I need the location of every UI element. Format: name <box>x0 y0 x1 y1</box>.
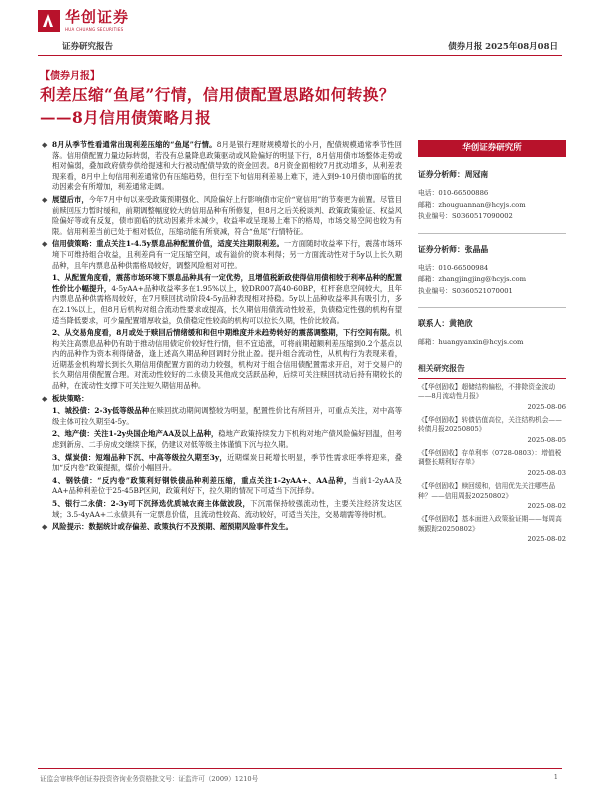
related-report-link[interactable]: 《【华创固收】超储结构偏松，不排除资金波动——8月流动性月报》 <box>418 382 556 401</box>
bullet-icon: ◆ <box>42 141 48 149</box>
sub-paragraph <box>40 499 402 520</box>
paragraph-text: 下沉需保持较强流动性，主要关注经济发达区域；3.5-4yAA+二永债具有一定票息价值，且流动性较高、流动较好，可适当关注，交易端需等待时机。 <box>52 499 403 519</box>
related-report-link[interactable]: 《【华创固收】转债估值高位，关注结构机会——转债月报20250805》 <box>418 415 562 434</box>
sidebar <box>418 140 566 548</box>
paragraph-lead: 5、银行二永债：2-3y可下沉择选优质城农商主体做波段， <box>52 499 251 508</box>
main-content <box>40 140 402 535</box>
sub-paragraph <box>40 453 402 474</box>
paragraph <box>40 239 402 271</box>
sub-paragraph <box>40 406 402 427</box>
paragraph-text: 一方面随时收益率下行，震荡市场环境下可维持组合收益，且利差尚有一定压缩空间，或有溢价的资本利得；另一方面流动性对于5y以上长久期品种，且年内票息品种供需格局较好，调整风险相对可控。 <box>52 239 402 270</box>
sub-paragraph <box>40 328 402 392</box>
related-report-link[interactable]: 《【华创固收】基本面进入政策验证期——每周高频跟踪20250802》 <box>418 515 562 533</box>
report-type: 证券研究报告 <box>62 42 114 52</box>
bullet-icon: ◆ <box>42 394 48 403</box>
analyst-title: 证券分析师：周冠南 <box>418 170 489 179</box>
analyst-title: 证券分析师：张晶晶 <box>418 244 489 254</box>
logo-cn: 华创证券 <box>65 8 130 26</box>
paragraph <box>40 140 402 193</box>
bullet-icon: ◆ <box>42 195 48 204</box>
paragraph-text: 数据统计或存偏差、政策执行不及预期、超预期风险事件发生。 <box>88 522 293 532</box>
paragraph-lead: 2、地产债：关注1-2y央国企地产AA及以上品种， <box>52 429 219 439</box>
contact-title: 联系人：黄艳欣 <box>418 319 473 328</box>
analyst-email: 邮箱：zhouguannan@hcyjs.com <box>418 200 526 209</box>
paragraph-lead: 展望后市， <box>52 194 89 204</box>
footer-text: 证监会审核华创证券投资咨询业务资格批文号：证监许可（2009）1210号 <box>40 775 259 783</box>
sub-paragraph <box>40 429 402 450</box>
paragraph-lead: 风险提示： <box>52 522 89 532</box>
paragraph <box>40 195 402 237</box>
sidebar-divider <box>418 307 566 308</box>
analyst-block <box>418 169 566 223</box>
paragraph-text: 8月是银行理财规模增长的小月，配债规模通常季节性回落。信用债配置力量边际转弱，若没有总量降息政策驱动或风险偏好的明显下行，8月信用债市场整体走势或相对偏弱，叠加政府债券供给提速和大行被动配债导致的资金回表。8月资金面相较7月扰动增多，从利差表现来看，8月中上旬信用利差通常仍有压缩趋势，但行至下旬信用利差易上难下，进入到9-10月债市面临的扰动因素会有所增加，利差通常走阔。 <box>52 140 402 192</box>
related-report-link[interactable]: 《【华创固收】赎回缓和，信用优先关注哪些品种？——信用周报20250802》 <box>418 482 556 500</box>
related-report-date: 2025-08-06 <box>527 402 566 411</box>
related-report-date: 2025-08-05 <box>527 435 566 444</box>
company-logo <box>38 7 129 35</box>
logo-mark-icon <box>38 10 60 32</box>
logo-en: HUA CHUANG SECURITIES <box>65 27 124 32</box>
page-number: 1 <box>553 773 558 781</box>
paragraph-lead: 板块策略： <box>52 393 89 403</box>
analyst-email: 邮箱：zhangjingjing@hcyjs.com <box>418 275 527 283</box>
related-reports-list <box>418 383 566 545</box>
analyst-cert: 执业编号：S0360521070001 <box>418 286 513 295</box>
page-title: 利差压缩“鱼尾”行情，信用债配置思路如何转换？——8月信用债策略月报 <box>40 85 395 127</box>
report-tag: 【债券月报】 <box>40 71 100 82</box>
paragraph-lead: 1、城投债：2-3y低等级品种 <box>52 406 150 416</box>
paragraph-text: 机构关注高票息品种仍有助于推动信用债定价较好性行情，但不宜追涨，可将前期超额利差压缩到0.2个基点以内的品种作为资本利得储备，逢上述高久期品种回调时分批止盈。提升组合流动性，从机构行为表现来看，近期基金机构增长到长久期信用债配置方面的动力较强，机构对于组合信用债配置需求开启，对于交易户的长久期信用债配置合理。对流动性较好的二永债及其他成交活跃品种，后续可关注赎回扰动后持有期较长的品种，在流动性支撑下可关注短久期信用品种。 <box>52 328 402 391</box>
paragraph <box>40 394 402 405</box>
paragraph-lead: 信用债策略：重点关注1-4.5y票息品种配置价值，适度关注期限利差。 <box>52 239 284 249</box>
related-reports-title: 相关研究报告 <box>418 363 566 379</box>
paragraph-text: 稳地产政策持续发力下机构对地产债风险偏好回温，但考虑到新房、二手房成交继续下探，仍建议对低等级主体谨慎下沉与拉久期。 <box>52 429 403 450</box>
paragraph-lead: 1、从配置角度看，震荡市场环境下票息品种具有一定优势，且增值税新政使得信用债相较于利率品种的配置性价比小幅提升， <box>52 273 402 293</box>
report-date: 债券月报 2025年08月08日 <box>448 42 558 52</box>
paragraph-lead: 8月从季节性看通常出现利差压缩的“鱼尾”行情。 <box>52 140 217 149</box>
header-divider <box>38 55 562 56</box>
sub-paragraph <box>40 273 402 326</box>
bullet-icon: ◆ <box>42 240 48 249</box>
paragraph-text: 今年7月中旬以来受政策预期强化、风险偏好上行影响债市定价“宽信用”的节奏更为前置。尽管目前赎回压力暂时缓和，前期调整幅度较大的信用品种有所修复，但8月之后关税谈判、政策政策验证、权益风险偏好等或有反复，债市面临的扰动因素并未减少，收益率或呈现易上难下的格局，市场交易空间也较为有限。信用利差当前已处于相对低位，压缩动能有所衰减，符合“鱼尾”行情特征。 <box>52 194 402 236</box>
paragraph <box>40 522 402 533</box>
paragraph-lead: 2、从交易角度看，8月或处于赎回后情绪缓和和但中期维度并未趋势转好的震荡调整期，下行空间有限。 <box>52 328 395 338</box>
sub-paragraph <box>40 476 402 497</box>
analyst-block <box>418 244 566 298</box>
sidebar-header: 华创证券研究所 <box>418 140 566 157</box>
analyst-phone: 电话：010-66500886 <box>418 189 489 197</box>
paragraph-lead: 3、煤炭债：短端品种下沉、中高等级拉久期至3y， <box>52 452 228 462</box>
paragraph-text: 当前1-2yAA及AA+品种利差位于25-45BP区间，政策利好下，拉久期的情况下可适当下沉择券。 <box>52 475 402 496</box>
paragraph-text: 近期煤炭日耗增长明显，季节性需求旺季将迎来，叠加“反内卷”政策提振，煤价小幅回升。 <box>52 452 402 473</box>
bullet-icon: ◆ <box>42 523 48 532</box>
contact-email: 邮箱：huangyanxin@hcyjs.com <box>418 338 524 346</box>
related-report-link[interactable]: 《【华创固收】存单利率（0728-0803）：增值税调整长期利好存单》 <box>418 448 562 467</box>
paragraph-text: 在赎回扰动期间调整较为明显，配置性价比有所回升，可重点关注，对中高等级主体可拉久期至4-5y。 <box>52 406 402 426</box>
analyst-phone: 电话：010-66500984 <box>418 263 489 272</box>
analyst-cert: 执业编号：S0360517090002 <box>418 212 513 220</box>
paragraph-text: 4-5yAA+品种收益率多在1.95%以上，较DR007高40-60BP，杠杆套息空间较大，且年内票息品种供需格局较好，在7月赎回扰动阶段4-5y品种表现相对持稳。5y以上品种收益率具有吸引力，多在2.1%以上，但8月后机构对组合流动性要求或提高，长久期信用债流动性较差，负债稳定性强的机构有望适当降低要求，可少量配置增厚收益，负债稳定性较高的机构可以拉长久期，性价比较高。 <box>52 283 402 325</box>
paragraph-lead: 4、钢铁债：“反内卷”政策利好钢铁债品种利差压缩，重点关注1-2yAA+、AA品种， <box>52 475 352 485</box>
contact-block <box>418 318 566 349</box>
footer-divider <box>38 768 562 769</box>
related-report-date: 2025-08-03 <box>527 469 566 478</box>
sidebar-divider <box>418 233 566 234</box>
related-report-date: 2025-08-02 <box>527 535 566 544</box>
related-report-date: 2025-08-02 <box>527 502 566 511</box>
